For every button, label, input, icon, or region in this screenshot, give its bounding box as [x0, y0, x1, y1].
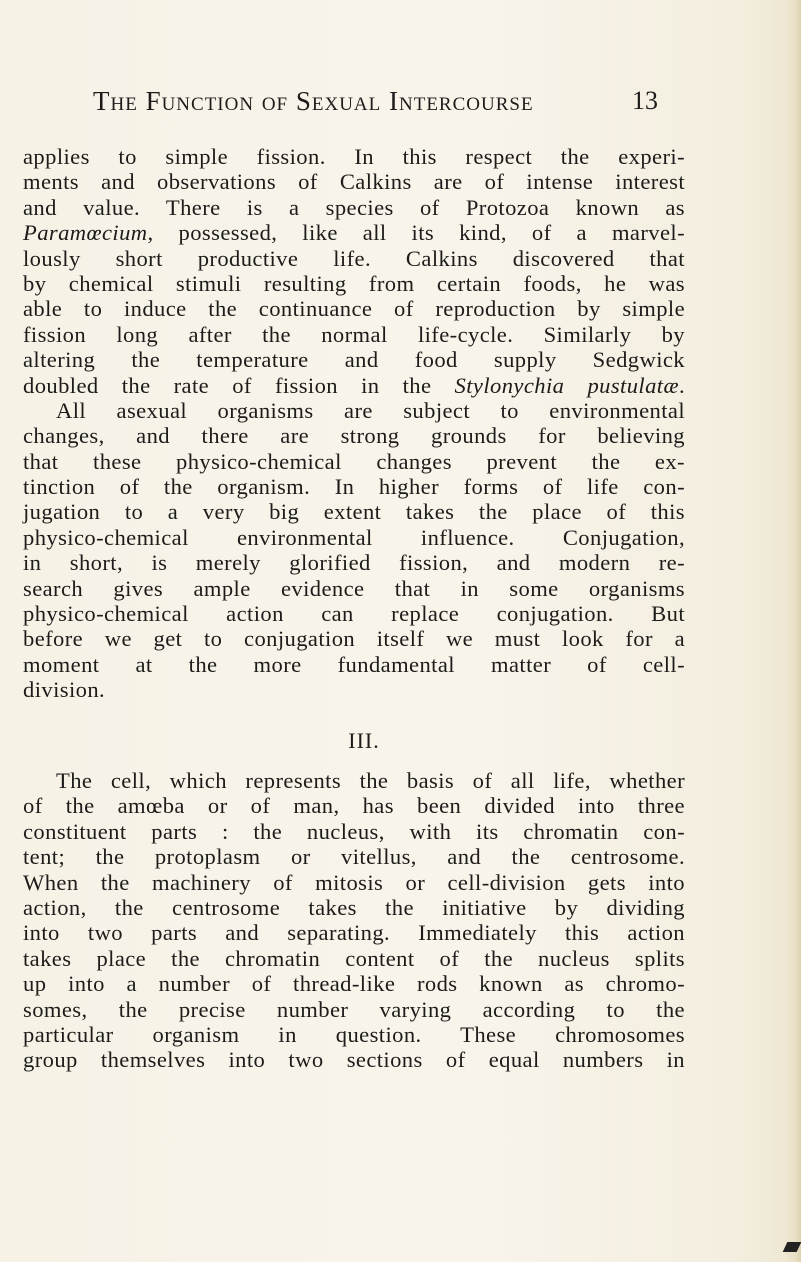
text-line: tent; the protoplasm or vitellus, and the centrosome.	[23, 844, 685, 870]
text-line: of the amœba or of man, has been divided into three	[23, 793, 685, 819]
text-line: search gives ample evidence that in some organisms	[23, 575, 685, 601]
text-line: applies to simple fission. In this respect the experi-	[23, 144, 685, 169]
text-line: lously short productive life. Calkins discovered that	[23, 245, 685, 271]
text-line: fission long after the normal life-cycle. Similarly by	[23, 321, 685, 347]
text-line: that these physico-chemical changes prevent the ex-	[23, 448, 685, 474]
text-line: tinction of the organism. In higher forms of life con-	[23, 474, 685, 500]
running-head: The Function of Sexual Intercourse	[93, 86, 534, 116]
text-line: takes place the chromatin content of the nucleus splits	[23, 945, 685, 971]
text-line: moment at the more fundamental matter of cell-	[23, 651, 685, 677]
text-line: altering the temperature and food supply Sedgwick	[23, 347, 685, 373]
text-line: jugation to a very big extent takes the place of this	[23, 499, 685, 525]
paragraph-2	[23, 768, 685, 1073]
text-line: into two parts and separating. Immediately this action	[23, 920, 685, 946]
text-line: particular organism in question. These chromosomes	[23, 1021, 685, 1047]
text-line: The cell, which represents the basis of all life, whether	[56, 767, 685, 793]
paragraph-1	[23, 144, 685, 703]
text-line: All asexual organisms are subject to environmental	[56, 397, 685, 423]
page-header	[93, 86, 658, 122]
text-line: somes, the precise number varying according to the	[23, 996, 685, 1022]
text-line: by chemical stimuli resulting from certain foods, he was	[23, 270, 685, 296]
page-number: 13	[632, 86, 658, 115]
text-line: changes, and there are strong grounds for believing	[23, 423, 685, 449]
text-line: When the machinery of mitosis or cell-division gets into	[23, 869, 685, 895]
text-line: group themselves into two sections of equal numbers in	[23, 1047, 685, 1073]
text-line: ments and observations of Calkins are of intense interest	[23, 169, 685, 195]
text-line: in short, is merely glorified fission, and modern re-	[23, 550, 685, 576]
text-line: constituent parts : the nucleus, with its chromatin con-	[23, 818, 685, 844]
text-line: physico-chemical action can replace conjugation. But	[23, 601, 685, 627]
body-text	[23, 144, 685, 1073]
page-edge-shadow	[785, 0, 801, 1262]
text-line: able to induce the continuance of reproduction by simple	[23, 296, 685, 322]
text-line: physico-chemical environmental influence. Conjugation,	[23, 524, 685, 550]
section-heading: III.	[348, 727, 380, 753]
text-line: up into a number of thread-like rods known as chromo-	[23, 971, 685, 997]
text-line: division.	[23, 677, 106, 703]
text-line: doubled the rate of fission in the Stylonychia pustulatæ.	[23, 372, 685, 398]
text-line: and value. There is a species of Protozoa known as	[23, 194, 685, 220]
text-line: Paramœcium, possessed, like all its kind, of a marvel-	[23, 220, 685, 246]
text-line: before we get to conjugation itself we must look for a	[23, 626, 685, 652]
text-line: action, the centrosome takes the initiative by dividing	[23, 894, 685, 920]
